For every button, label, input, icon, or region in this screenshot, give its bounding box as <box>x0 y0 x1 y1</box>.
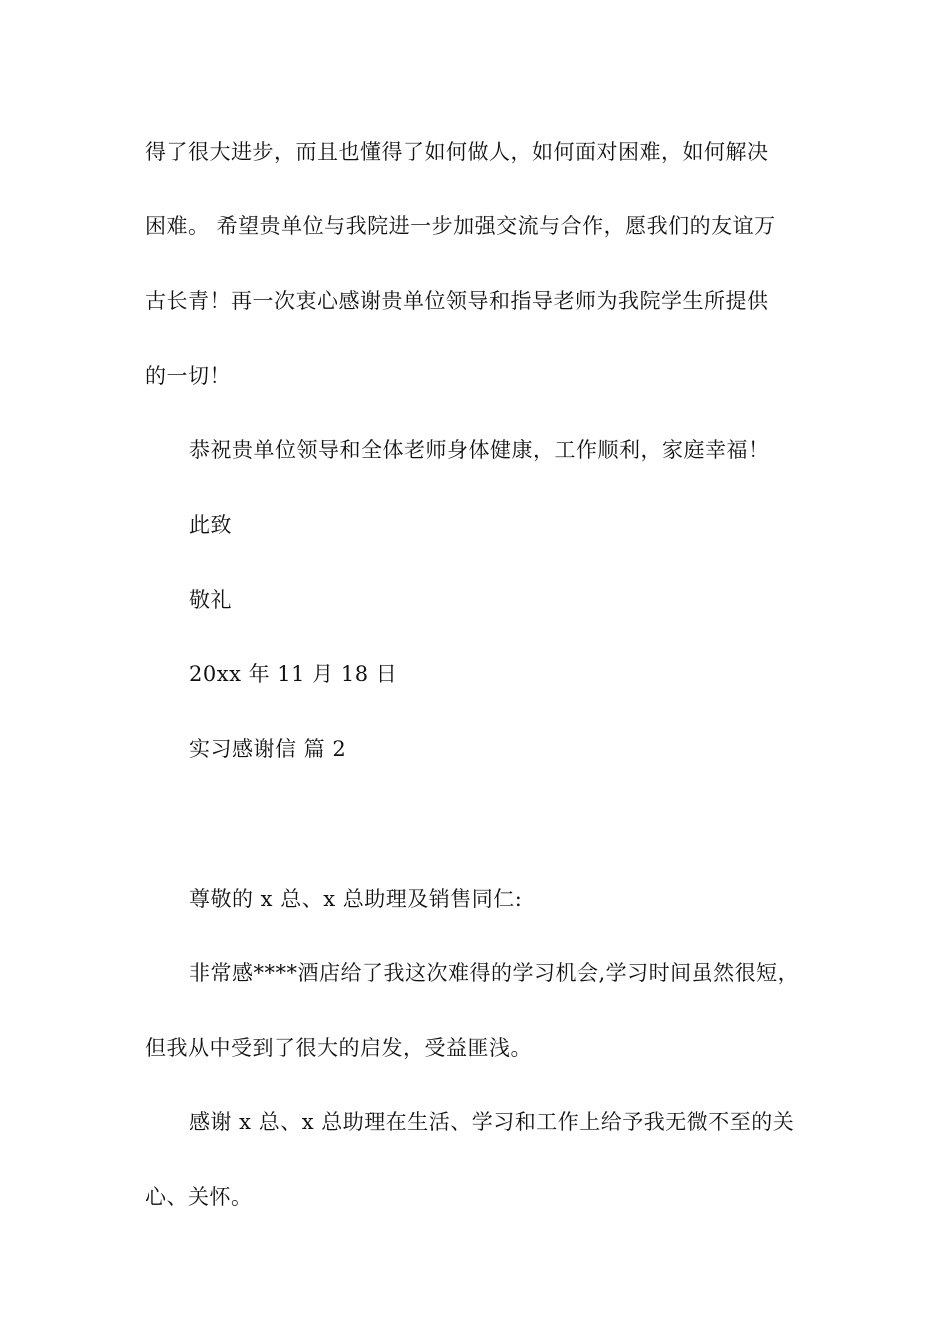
paragraph-line: 心、关怀。 <box>145 1185 253 1209</box>
paragraph-line: 但我从中受到了很大的启发，受益匪浅。 <box>145 1036 532 1060</box>
paragraph-line: 恭祝贵单位领导和全体老师身体健康，工作顺利，家庭幸福！ <box>189 438 770 462</box>
paragraph-line: 的一切！ <box>145 364 231 388</box>
paragraph-line: 困难。 希望贵单位与我院进一步加强交流与合作，愿我们的友谊万 <box>145 214 776 238</box>
letter-date: 20xx 年 11 月 18 日 <box>189 662 398 686</box>
closing-regards: 敬礼 <box>189 588 232 612</box>
paragraph-line: 感谢 x 总、x 总助理在生活、学习和工作上给予我无微不至的关 <box>189 1110 795 1134</box>
closing-salutation: 此致 <box>189 513 232 537</box>
paragraph-line: 古长青！再一次衷心感谢贵单位领导和指导老师为我院学生所提供 <box>145 289 769 313</box>
letter-greeting: 尊敬的 x 总、x 总助理及销售同仁: <box>189 887 523 911</box>
section-title: 实习感谢信 篇 2 <box>189 737 347 761</box>
paragraph-line: 非常感****酒店给了我这次难得的学习机会,学习时间虽然很短， <box>189 961 800 985</box>
paragraph-line: 得了很大进步，而且也懂得了如何做人，如何面对困难，如何解决 <box>145 140 769 164</box>
